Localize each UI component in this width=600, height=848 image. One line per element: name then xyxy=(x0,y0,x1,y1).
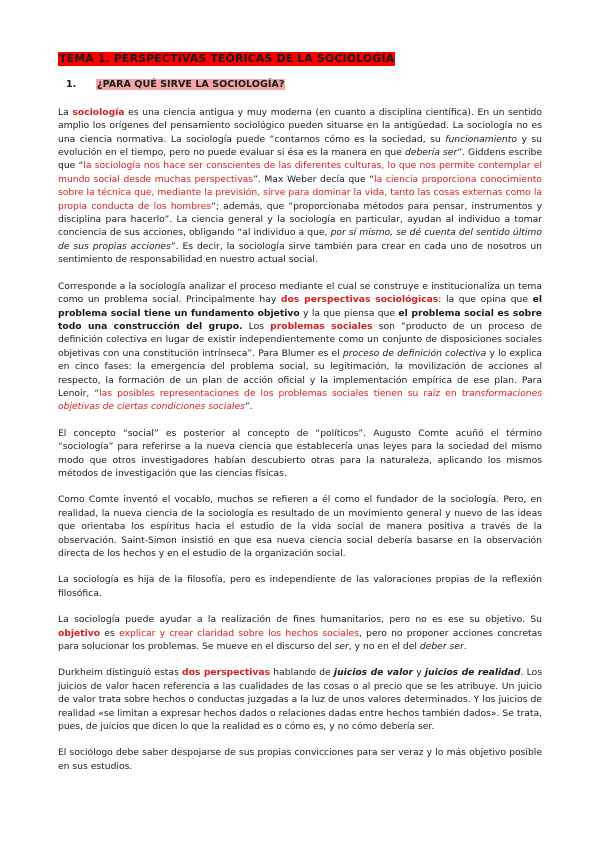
text-run: Durkheim distinguió estas xyxy=(58,667,182,679)
text-run: ”. Es decir, la sociología sirve también para crear en cada uno de nosotros un sentimiento de responsabilidad en nuestro actual social. xyxy=(58,240,542,266)
text-run: . xyxy=(463,641,467,653)
text-run: ”. Giddens escribe que “ xyxy=(58,147,542,172)
paragraph-6 xyxy=(58,613,542,653)
text-run: , y no en el del xyxy=(348,641,420,653)
text-run: es xyxy=(100,627,120,639)
text-run: ”. Max Weber decía que “ xyxy=(253,173,375,185)
text-run: , pero no proponer acciones concretas para solucionar los problemas. Se mueve en el discurso del xyxy=(58,627,542,653)
text-run: Los xyxy=(242,320,271,332)
italic-term: debería ser xyxy=(404,147,458,159)
page-title: TEMA 1. PERSPECTIVAS TEÓRICAS DE LA SOCIOLOGÍA xyxy=(59,52,395,65)
section-number: 1. xyxy=(66,79,77,91)
text-run: ”; además, que “proporcionaba métodos para pensar, instrumentos y disciplina para hacerlo”. La ciencia general y la sociología en particular, ayudan al individuo a tomar conciencia de sus acciones, obligando “al individuo a que, xyxy=(58,200,543,239)
title-wrap xyxy=(58,52,542,66)
italic-term: proceso de definición colectiva xyxy=(342,347,487,359)
text-run: : la que opina que xyxy=(438,294,533,306)
italic-term: deber ser xyxy=(419,641,464,653)
text-run: y xyxy=(413,667,425,679)
highlight-term: dos perspectivas xyxy=(182,667,271,679)
text-run: ”. xyxy=(244,401,253,413)
red-quote: la ciencia proporciona conocimiento sobre la técnica que, mediante la previsión, sirve para dominar la vida, tanto las cosas externas como la propia conducta de los hombres xyxy=(58,173,542,212)
paragraph-7 xyxy=(58,666,542,733)
highlight-term: objetivo xyxy=(58,627,101,639)
text-run: y lo explica en cinco fases: la emergencia del problema social, su legitimación, la movilización de acciones al respecto, la formación de un plan de acción oficial y la implementación empírica de ese plan. Para Lenoir, “ xyxy=(58,347,542,399)
paragraph-8: El sociólogo debe saber despojarse de sus propias convicciones para ser veraz y lo más objetivo posible en sus estudios. xyxy=(58,747,542,772)
text-run: es una ciencia antigua y muy moderna (en cuanto a disciplina científica). En un sentido amplio los orígenes del pensamiento sociológico pueden situarse en la antigüedad. La sociología no es una ciencia normativa. La sociología puede “contarnos cómo es la sociedad, su xyxy=(58,106,542,145)
paragraph-2 xyxy=(58,280,542,414)
bold-phrase: el problema social es sobre todo una construcción del grupo. xyxy=(58,307,542,332)
text-run: . Los juicios de valor hacen referencia a las cualidades de las cosas o al precio que se les atribuye. Un juicio de valor trata sobre hechos o conductas juzgadas a la luz de unos valores determinados. Y los juicios de realidad «se limitan a expresar hechos dados o relaciones dadas entre hechos también dados». Se trata, pues, de juicios que dicen lo que la realidad es o cómo es, y no cómo debería ser. xyxy=(58,667,542,733)
paragraph-1 xyxy=(58,106,542,267)
text-run: y la que piensa que xyxy=(299,307,399,319)
text-run: Corresponde a la sociología analizar el proceso mediante el cual se construye e institucionaliza un tema como un problema social. Principalmente hay xyxy=(58,280,542,306)
highlight-term: dos perspectivas sociológicas xyxy=(280,294,439,306)
section-heading xyxy=(58,78,542,91)
text-run: La xyxy=(58,106,73,118)
section-label: ¿PARA QUÉ SIRVE LA SOCIOLOGÍA? xyxy=(97,79,285,91)
text-run: hablando de xyxy=(270,667,334,679)
bold-italic-term: juicios de realidad xyxy=(424,667,521,679)
paragraph-3: El concepto “social” es posterior al concepto de “políticos”. Augusto Comte acuñó el término “sociología” para referirse a la nueva ciencia que establecería unas leyes para la sociedad del mismo modo que otros investigadores habían descubierto otras para la naturaleza, aplicando los mismos métodos de investigación que las ciencias físicas. xyxy=(58,427,542,479)
paragraph-4: Como Comte inventó el vocablo, muchos se refieren a él como el fundador de la sociología. Pero, en realidad, la nueva ciencia de la sociología es resultado de un movimiento general y nuevo de las ideas que orientaba los espíritus hacia el estudio de la vida social de manera positiva a través de la observación. Saint-Simon insistió en que esa nueva ciencia social debería basarse en la observación directa de los hechos y en el estudio de la organización social. xyxy=(58,494,542,559)
bold-italic-term: juicios de valor xyxy=(333,667,414,679)
highlight-term: problemas sociales xyxy=(270,320,373,332)
red-quote: las posibles representaciones de los problemas sociales tienen su raíz en xyxy=(99,387,462,399)
italic-term: ser xyxy=(334,641,349,653)
italic-term: funcionamiento xyxy=(445,133,517,145)
paragraph-5: La sociología es hija de la filosofía, pero es independiente de las valoraciones propias de la reflexión filosófica. xyxy=(58,574,542,599)
bold-phrase: el problema social tiene un fundamento objetivo xyxy=(58,294,542,319)
highlight-term: sociología xyxy=(72,106,125,118)
text-run: son “producto de un proceso de definición colectiva en lugar de existir independientemente como un conjunto de disposiciones sociales objetivas con una constitución intrínseca”. Para Blumer es el xyxy=(58,320,542,359)
red-italic-quote: transformaciones objetivas de ciertas condiciones sociales xyxy=(58,387,543,413)
red-phrase: explicar y crear claridad sobre los hechos sociales xyxy=(119,627,359,639)
red-quote: la sociología nos hace ser conscientes de las diferentes culturas, lo que nos permite contemplar el mundo social desde muchas perspectivas xyxy=(58,160,542,185)
text-run: La sociología puede ayudar a la realización de fines humanitarios, pero no es ese su objetivo. Su xyxy=(58,614,542,626)
italic-quote: por sí mismo, se dé cuenta del sentido último de sus propias acciones xyxy=(58,227,543,252)
text-run: y su evolución en el tiempo, pero no puede evaluar si ésa es la manera en que xyxy=(58,133,542,159)
